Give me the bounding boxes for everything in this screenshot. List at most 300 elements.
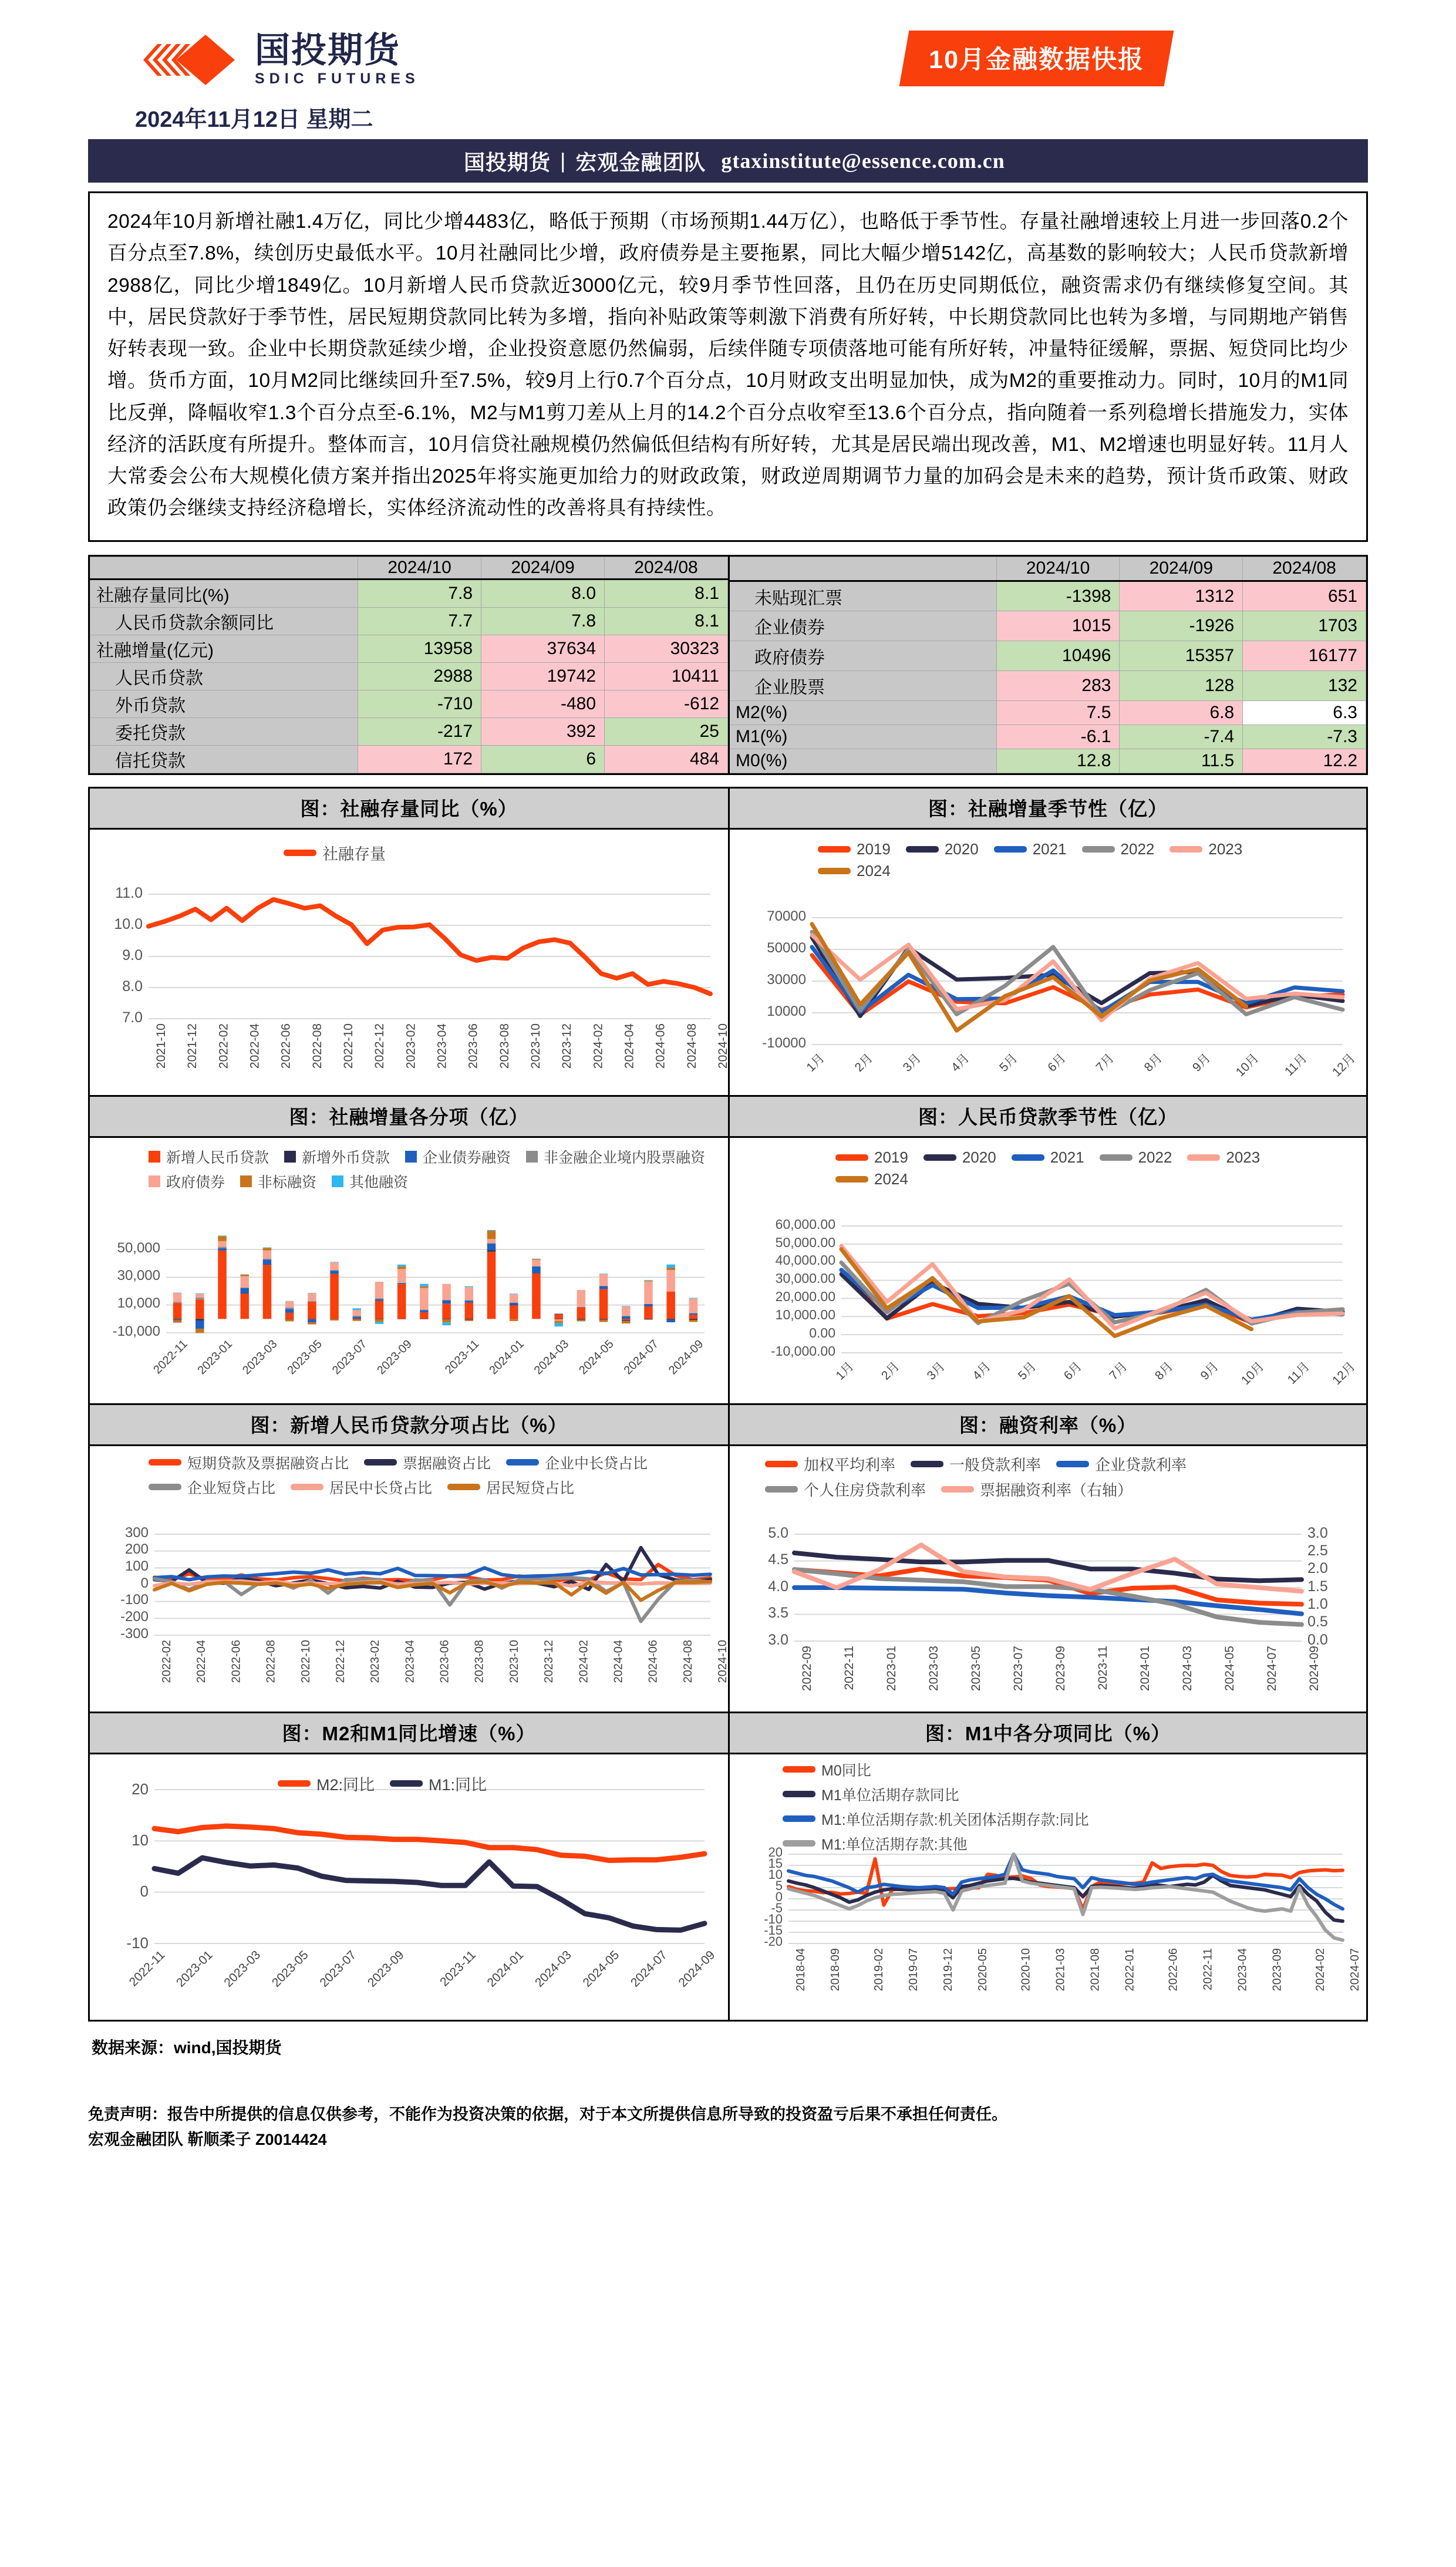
x-axis-tick-label: 2024-02 — [591, 1023, 605, 1525]
table-row — [729, 611, 1366, 641]
y-axis-tick-label: 0 — [776, 1889, 783, 1905]
legend-item — [278, 1772, 375, 1795]
table-cell-value: 15357 — [1120, 641, 1243, 671]
chart-title-2: 图：社融增量季节性（亿） — [730, 789, 1366, 830]
x-axis-tick-label: 2023-09 — [180, 1948, 407, 2175]
y-axis-tick-label: 100 — [125, 1558, 149, 1575]
table-cell-value: -7.4 — [1120, 725, 1243, 749]
x-axis-tick-label: 2024-07 — [257, 1948, 670, 2361]
y-axis-tick-label: 4.5 — [768, 1551, 788, 1568]
legend-label: 其他融资 — [349, 1171, 408, 1192]
legend-label: 新增外币贷款 — [302, 1146, 390, 1167]
table-header-cell: 2024/08 — [605, 557, 728, 579]
x-axis-tick-label: 2024-09 — [271, 1948, 718, 2396]
x-axis-tick-label: 6月 — [825, 1049, 1069, 1293]
author-line: 宏观金融团队 靳顺柔子 Z0014424 — [88, 2127, 1368, 2152]
x-axis-tick-label: 2024-07 — [1349, 1948, 1362, 2567]
legend-item — [526, 1146, 705, 1167]
table-row — [90, 579, 728, 607]
chart-legend — [765, 1453, 1340, 1504]
legend-item — [1082, 840, 1155, 858]
legend-label: 2024 — [857, 862, 891, 880]
table-row-label: 外币贷款 — [90, 690, 358, 717]
x-axis-tick-label: 3月 — [783, 1049, 925, 1191]
x-axis-tick-label: 2024-03 — [228, 1338, 572, 1681]
y2-axis-tick-label: 1.0 — [1307, 1596, 1328, 1613]
x-axis-tick-label: 2023-07 — [1012, 1646, 1026, 1928]
x-axis-tick-label: 2021-12 — [186, 1023, 200, 1119]
table-cell-value: 484 — [605, 745, 728, 773]
table-row — [729, 641, 1366, 671]
legend-color-swatch — [240, 1175, 252, 1187]
table-row-label: 企业股票 — [729, 671, 997, 700]
legend-item — [1056, 1453, 1187, 1475]
x-axis-tick-label: 2023-09 — [1270, 1948, 1284, 2489]
legend-label: 票据融资占比 — [403, 1452, 491, 1473]
x-axis-tick-label: 2024-07 — [254, 1338, 661, 1744]
y-axis-tick-label: -5 — [771, 1901, 783, 1916]
x-axis-tick-label: 12月 — [911, 1357, 1359, 1806]
legend-item — [835, 1170, 908, 1188]
table-row — [90, 662, 728, 690]
table-cell-value: 128 — [1120, 671, 1243, 700]
x-axis-tick-label: 5月 — [817, 1357, 1039, 1580]
legend-label: 2023 — [1208, 840, 1242, 858]
legend-item — [447, 1477, 574, 1498]
y-axis-tick-label: -10,000 — [113, 1323, 160, 1340]
x-axis-tick-label: 9月 — [870, 1357, 1222, 1709]
x-axis-tick-label: 2022-09 — [800, 1646, 814, 1716]
contact-bar — [88, 139, 1368, 183]
chart-body-2 — [730, 830, 1366, 1095]
x-axis-tick-label: 2022-11 — [842, 1646, 857, 1759]
legend-color-swatch — [835, 1154, 868, 1161]
legend-label: 2023 — [1226, 1148, 1260, 1167]
chart-title-4: 图：人民币贷款季节性（亿） — [730, 1097, 1366, 1138]
x-axis-tick-label: 2022-01 — [1124, 1948, 1137, 2342]
legend-color-swatch — [783, 1815, 815, 1822]
legend-label: 2019 — [874, 1148, 908, 1167]
x-axis-tick-label: 2023-03 — [927, 1646, 941, 1843]
table-cell-value: -612 — [605, 690, 728, 717]
legend-item — [818, 862, 891, 880]
x-axis-tick-label: 2023-09 — [1054, 1646, 1068, 1970]
x-axis-tick-label: 2022-12 — [373, 1023, 387, 1306]
x-axis-tick-label: 2022-12 — [334, 1640, 348, 1884]
x-axis-tick-label: 1月 — [755, 1049, 828, 1122]
y-axis-tick-label: 40,000.00 — [776, 1252, 835, 1268]
x-axis-tick-label: 2024-01 — [1138, 1646, 1152, 2054]
table-cell-value: -710 — [358, 690, 481, 717]
table-cell-value: 1703 — [1243, 611, 1366, 641]
legend-item — [783, 1833, 1366, 1854]
x-axis-tick-label: 2024-01 — [215, 1948, 527, 2260]
x-axis-tick-label: 2023-04 — [436, 1023, 450, 1369]
y2-axis-tick-label: 1.5 — [1307, 1578, 1328, 1595]
x-axis-tick-label: 2024-03 — [1181, 1646, 1195, 2097]
x-axis-tick-label: 2022-04 — [248, 1023, 262, 1182]
table-row-label: 委托贷款 — [90, 717, 358, 745]
x-axis-tick-label: 2018-09 — [829, 1948, 842, 2047]
y-axis-tick-label: 0 — [140, 1882, 149, 1901]
legend-color-swatch — [149, 1175, 160, 1187]
table-header-cell — [90, 557, 358, 579]
table-header-cell: 2024/10 — [358, 557, 481, 579]
y-axis-tick-label: -20 — [764, 1934, 783, 1949]
legend-label: 个人住房贷款利率 — [804, 1478, 926, 1500]
y-axis-tick-label: 8.0 — [122, 978, 143, 995]
legend-item — [924, 1148, 996, 1167]
bar-company: 国投期货 — [464, 146, 551, 176]
y-axis-tick-label: 20 — [132, 1780, 149, 1798]
x-axis-tick-label: 2023-02 — [369, 1640, 382, 1919]
legend-label: M1:同比 — [429, 1772, 487, 1795]
table-cell-value: 6 — [481, 745, 605, 773]
y-axis-tick-label: 70000 — [767, 908, 806, 925]
legend-item — [1169, 840, 1242, 858]
legend-color-swatch — [818, 868, 851, 874]
y2-axis-tick-label: 2.0 — [1307, 1560, 1328, 1577]
chart-title-7: 图：M2和M1同比增速（%） — [90, 1713, 728, 1754]
chart-title-5: 图：新增人民币贷款分项占比（%） — [90, 1405, 728, 1446]
legend-color-swatch — [447, 1484, 480, 1490]
y-axis-tick-label: 7.0 — [122, 1009, 143, 1026]
table-row — [729, 581, 1366, 611]
x-axis-tick-label: 2023-01 — [885, 1646, 899, 1801]
x-axis-tick-label: 2022-11 — [110, 1948, 168, 2006]
x-axis-tick-label: 2022-02 — [160, 1640, 174, 1710]
legend-item — [1100, 1148, 1172, 1167]
legend-label: 票据融资利率（右轴） — [980, 1478, 1133, 1500]
legend-color-swatch — [783, 1766, 815, 1773]
x-axis-tick-label: 2024-09 — [268, 1338, 706, 1776]
y-axis-tick-label: 30,000 — [117, 1268, 160, 1284]
monetary-table — [728, 557, 1366, 773]
disclaimer-text: 免责声明：报告中所提供的信息仅供参考，不能作为投资决策的依据，对于本文所提供信息所导致的投资盈亏后果不承担任何责任。 — [88, 2102, 1368, 2127]
table-cell-value: 8.1 — [605, 579, 728, 607]
legend-color-swatch — [1082, 846, 1115, 853]
chart-title-1: 图：社融存量同比（%） — [90, 789, 728, 830]
table-cell-value: 6.3 — [1243, 700, 1366, 725]
legend-color-swatch — [278, 1780, 311, 1787]
legend-label: 2021 — [1033, 840, 1067, 858]
chart-legend — [278, 1772, 502, 1798]
y-axis-tick-label: 0 — [141, 1575, 149, 1592]
legend-item — [405, 1146, 511, 1167]
legend-item — [941, 1478, 1133, 1500]
x-axis-tick-label: 2022-10 — [342, 1023, 356, 1275]
x-axis-tick-label: 8月 — [857, 1357, 1177, 1677]
legend-item — [364, 1452, 491, 1473]
legend-label: 加权平均利率 — [804, 1453, 895, 1475]
legend-color-swatch — [149, 1459, 181, 1466]
y-axis-tick-label: 5.0 — [768, 1525, 788, 1542]
x-axis-tick-label: 10月 — [884, 1357, 1268, 1741]
y-axis-tick-label: -10,000.00 — [771, 1343, 835, 1359]
legend-color-swatch — [818, 846, 851, 853]
legend-label: 非金融企业境内股票融资 — [544, 1146, 705, 1167]
x-axis-tick-label: 2022-10 — [299, 1640, 313, 1850]
chart-cell-2 — [728, 787, 1368, 1097]
legend-label: 企业贷款利率 — [1095, 1453, 1187, 1475]
legend-color-swatch — [291, 1484, 323, 1490]
chart-cell-1 — [88, 787, 730, 1097]
table-cell-value: -6.1 — [996, 725, 1120, 749]
legend-color-swatch — [149, 1151, 160, 1163]
table-row-label: 信托贷款 — [90, 745, 358, 773]
x-axis-tick-label: 2023-04 — [403, 1640, 417, 1953]
table-row — [90, 690, 728, 717]
x-axis-tick-label: 2023-08 — [473, 1640, 487, 2023]
chart-title-3: 图：社融增量各分项（亿） — [90, 1097, 728, 1138]
chart-cell-8 — [728, 1712, 1368, 2022]
legend-color-swatch — [332, 1175, 343, 1187]
table-cell-value: 10411 — [605, 662, 728, 690]
table-row-label: 社融存量同比(%) — [90, 579, 358, 607]
table-header-cell: 2024/09 — [1120, 557, 1243, 581]
legend-label: M1:单位活期存款:其他 — [821, 1833, 968, 1854]
legend-color-swatch — [1169, 846, 1202, 853]
chart-legend — [149, 1452, 712, 1501]
x-axis-tick-label: 2022-04 — [195, 1640, 208, 1745]
x-axis-tick-label: 2024-09 — [1307, 1646, 1322, 2224]
company-logo — [135, 32, 420, 88]
x-axis-tick-label: 2024-04 — [623, 1023, 637, 1557]
report-date: 2024年11月12日 星期二 — [135, 101, 373, 133]
chart-legend — [284, 841, 401, 868]
table-cell-value: 7.7 — [358, 607, 481, 635]
table-cell-value: 7.8 — [481, 607, 605, 635]
table-header-cell — [729, 557, 997, 581]
page-header — [88, 0, 1368, 153]
y2-axis-tick-label: 0.5 — [1307, 1613, 1328, 1631]
table-cell-value: -7.3 — [1243, 725, 1366, 749]
x-axis-tick-label: 2024-05 — [1223, 1646, 1237, 2139]
chart-body-1 — [90, 830, 728, 1095]
table-cell-value: 2988 — [358, 662, 481, 690]
y-axis-tick-label: 9.0 — [122, 947, 143, 964]
sdic-logo-icon — [135, 32, 247, 88]
bar-email[interactable]: gtaxinstitute@essence.com.cn — [721, 149, 1005, 173]
table-cell-value: 37634 — [481, 635, 605, 662]
x-axis-tick-label: 2023-05 — [152, 1948, 312, 2108]
legend-color-swatch — [284, 850, 316, 856]
legend-item — [1012, 1148, 1084, 1167]
legend-item — [765, 1478, 926, 1500]
x-axis-tick-label: 2020-10 — [1020, 1948, 1033, 2238]
y-axis-tick-label: -100 — [120, 1592, 149, 1608]
chart-body-6 — [730, 1446, 1366, 1712]
table-cell-value: -217 — [358, 717, 481, 745]
table-row-label: M2(%) — [729, 700, 997, 725]
x-axis-tick-label: 2023-06 — [439, 1640, 452, 1989]
summary-paragraph: 2024年10月新增社融1.4万亿，同比少增4483亿，略低于预期（市场预期1.44万亿），也略低于季节性。存量社融增速较上月进一步回落0.2个百分点至7.8%，续创历史最低水平。10月社融同比少增，政府债券是主要拖累，同比大幅少增5142亿，高基数的影响较大；人民币贷款新增2988亿，同比少增1849亿。10月新增人民币贷款近3000亿元，较9月季节性回落，且仍在历史同期低位，融资需求仍有继续修复空间。其中，居民贷款好于季节性，居民短期贷款同比转为多增，指向补贴政策等刺激下消费有所好转，中长期贷款同比也转为多增，与同期地产销售好转表现一致。企业中长期贷款延续少增，企业投资意愿仍然偏弱，后续伴随专项债落地可能有所好转，冲量特征缓解，票据、短贷同比均少增。货币方面，10月M2同比继续回升至7.5%，较9月上行0.7个百分点，10月财政支出明显加快，成为M2的重要推动力。同时，10月的M1同比反弹，降幅收窄1.3个百分点至-6.1%，M2与M1剪刀差从上月的14.2个百分点收窄至13.6个百分点，指向随着一系列稳增长措施发力，实体经济的活跃度有所提升。整体而言，10月信贷社融规模仍然偏低但结构有所好转，尤其是居民端出现改善，M1、M2增速也明显好转。11月人大常委会公布大规模化债方案并指出2025年将实施更加给力的财政政策，财政逆周期调节力量的加码会是未来的趋势，预计货币政策、财政政策仍会继续支持经济稳增长，实体经济流动性的改善将具有持续性。 — [88, 191, 1368, 542]
legend-item — [818, 840, 891, 858]
table-row — [90, 635, 728, 662]
legend-item — [332, 1171, 408, 1192]
legend-item — [835, 1148, 908, 1167]
table-cell-value: 132 — [1243, 671, 1366, 700]
x-axis-tick-label: 2023-03 — [143, 1338, 280, 1475]
data-tables — [88, 555, 1368, 775]
legend-color-swatch — [783, 1840, 815, 1847]
chart-legend — [818, 840, 1323, 884]
x-axis-tick-label: 2024-03 — [229, 1948, 575, 2294]
legend-label: 居民短贷占比 — [486, 1477, 574, 1498]
x-axis-tick-label: 9月 — [868, 1049, 1214, 1395]
table-cell-value: 10496 — [996, 641, 1120, 671]
report-title-badge — [899, 31, 1174, 86]
x-axis-tick-label: 2024-05 — [241, 1338, 616, 1713]
x-axis-tick-label: 2月 — [777, 1357, 903, 1484]
y2-axis-tick-label: 0.0 — [1307, 1632, 1328, 1649]
y-axis-tick-label: 10 — [132, 1831, 149, 1850]
y-axis-tick-label: 300 — [125, 1525, 149, 1541]
table-cell-value: -1926 — [1120, 611, 1243, 641]
x-axis-tick-label: 2021-03 — [1054, 1948, 1068, 2273]
legend-label: 2022 — [1138, 1148, 1172, 1167]
y-axis-tick-label: 0.00 — [809, 1325, 835, 1341]
table-cell-value: 13958 — [358, 635, 481, 662]
x-axis-tick-label: 2023-05 — [156, 1338, 325, 1507]
legend-item — [994, 840, 1067, 858]
legend-item — [911, 1453, 1041, 1475]
legend-label: 非标融资 — [258, 1171, 316, 1192]
chart-cell-3 — [88, 1095, 730, 1405]
legend-label: 2022 — [1121, 840, 1155, 858]
legend-item — [291, 1477, 432, 1498]
x-axis-tick-label: 2023-10 — [508, 1640, 521, 2058]
table-header-cell: 2024/10 — [996, 557, 1120, 581]
x-axis-tick-label: 2023-12 — [560, 1023, 574, 1494]
legend-color-swatch — [390, 1780, 423, 1787]
x-axis-tick-label: 2024-08 — [682, 1640, 695, 2232]
legend-color-swatch — [1012, 1154, 1044, 1161]
legend-item — [149, 1146, 269, 1167]
y-axis-tick-label: -10 — [126, 1934, 149, 1952]
legend-label: M1单位活期存款同比 — [821, 1784, 959, 1805]
table-row — [729, 700, 1366, 725]
x-axis-tick-label: 2023-07 — [169, 1338, 370, 1538]
legend-item — [149, 1477, 275, 1498]
legend-color-swatch — [835, 1176, 868, 1183]
legend-item — [783, 1784, 1366, 1805]
chart-legend — [149, 1146, 724, 1195]
y-axis-tick-label: 50,000 — [117, 1240, 160, 1256]
x-axis-tick-label: 2019-07 — [907, 1948, 921, 2125]
table-row-label: 社融增量(亿元) — [90, 635, 358, 662]
x-axis-tick-label: 2024-02 — [577, 1640, 591, 2127]
chart-body-8 — [730, 1754, 1366, 2020]
legend-label: M0同比 — [821, 1759, 871, 1780]
x-axis-tick-label: 2019-12 — [942, 1948, 955, 2160]
table-row-label: 企业债券 — [729, 611, 997, 641]
data-source: 数据来源：wind,国投期货 — [88, 2035, 1368, 2059]
table-cell-value: 172 — [358, 745, 481, 773]
legend-item — [906, 840, 979, 858]
legend-color-swatch — [924, 1154, 956, 1161]
chart-cell-6 — [728, 1403, 1368, 1713]
x-axis-tick-label: 2023-09 — [182, 1338, 414, 1570]
legend-item — [765, 1453, 895, 1475]
table-cell-value: 11.5 — [1120, 749, 1243, 773]
x-axis-tick-label: 11月 — [897, 1357, 1313, 1774]
y-axis-tick-label: 30000 — [767, 972, 806, 988]
bar-team: 宏观金融团队 — [575, 146, 706, 176]
table-cell-value: 19742 — [481, 662, 605, 690]
legend-label: 企业债券融资 — [423, 1146, 511, 1167]
table-cell-value: 7.5 — [996, 700, 1120, 725]
table-row — [90, 607, 728, 635]
y-axis-tick-label: 11.0 — [115, 885, 143, 902]
legend-label: 新增人民币贷款 — [166, 1146, 269, 1167]
y-axis-tick-label: 200 — [125, 1541, 149, 1558]
table-row — [90, 717, 728, 745]
legend-label: M2:同比 — [316, 1772, 375, 1795]
legend-label: M1:单位活期存款:机关团体活期存款:同比 — [821, 1808, 1089, 1830]
x-axis-tick-label: 2020-05 — [976, 1948, 990, 2195]
y-axis-tick-label: -10000 — [762, 1035, 806, 1052]
x-axis-tick-label: 2023-08 — [498, 1023, 512, 1431]
legend-item — [149, 1452, 349, 1473]
table-row-label: 人民币贷款 — [90, 662, 358, 690]
legend-color-swatch — [906, 846, 939, 853]
x-axis-tick-label: 2024-06 — [647, 1640, 660, 2197]
legend-color-swatch — [506, 1459, 539, 1466]
x-axis-tick-label: 2022-08 — [265, 1640, 278, 1815]
table-cell-value: -480 — [481, 690, 605, 717]
x-axis-tick-label: 8月 — [854, 1049, 1165, 1361]
x-axis-tick-label: 2024-02 — [1314, 1948, 1327, 2532]
table-cell-value: 12.2 — [1243, 749, 1366, 773]
chart-body-5 — [90, 1446, 728, 1712]
y-axis-tick-label: 50000 — [767, 940, 806, 956]
y-axis-tick-label: 60,000.00 — [776, 1217, 835, 1232]
legend-color-swatch — [364, 1459, 397, 1466]
table-cell-value: 30323 — [605, 635, 728, 662]
y2-axis-tick-label: 3.0 — [1307, 1525, 1328, 1542]
legend-label: 短期贷款及票据融资占比 — [187, 1452, 349, 1473]
x-axis-tick-label: 7月 — [840, 1049, 1117, 1327]
legend-color-swatch — [405, 1151, 417, 1163]
table-cell-value: 8.0 — [481, 579, 605, 607]
report-title-text: 10月金融数据快报 — [929, 40, 1144, 76]
x-axis-tick-label: 2024-01 — [215, 1338, 527, 1649]
legend-color-swatch — [765, 1461, 798, 1467]
legend-label: 2024 — [874, 1170, 908, 1188]
y-axis-tick-label: 50,000.00 — [776, 1235, 835, 1251]
chart-cell-5 — [88, 1403, 730, 1713]
x-axis-tick-label: 2021-10 — [154, 1023, 168, 1088]
table-cell-value: 1312 — [1120, 581, 1243, 611]
x-axis-tick-label: 2019-02 — [872, 1948, 886, 2091]
x-axis-tick-label: 2023-10 — [529, 1023, 543, 1463]
table-cell-value: 7.8 — [358, 579, 481, 607]
y-axis-tick-label: 10,000 — [117, 1295, 160, 1312]
legend-item — [783, 1808, 1366, 1830]
table-row-label: 人民币贷款余额同比 — [90, 607, 358, 635]
chart-body-4 — [730, 1138, 1366, 1403]
chart-legend — [835, 1148, 1340, 1192]
x-axis-tick-label: 2023-06 — [467, 1023, 481, 1400]
legend-item — [390, 1772, 487, 1795]
x-axis-tick-label: 2023-11 — [1096, 1646, 1110, 2012]
legend-color-swatch — [911, 1461, 943, 1467]
bar-separator: | — [560, 149, 566, 173]
y-axis-tick-label: 10000 — [767, 1003, 806, 1020]
chart-title-6: 图：融资利率（%） — [730, 1405, 1366, 1446]
x-axis-tick-label: 5月 — [811, 1049, 1021, 1259]
